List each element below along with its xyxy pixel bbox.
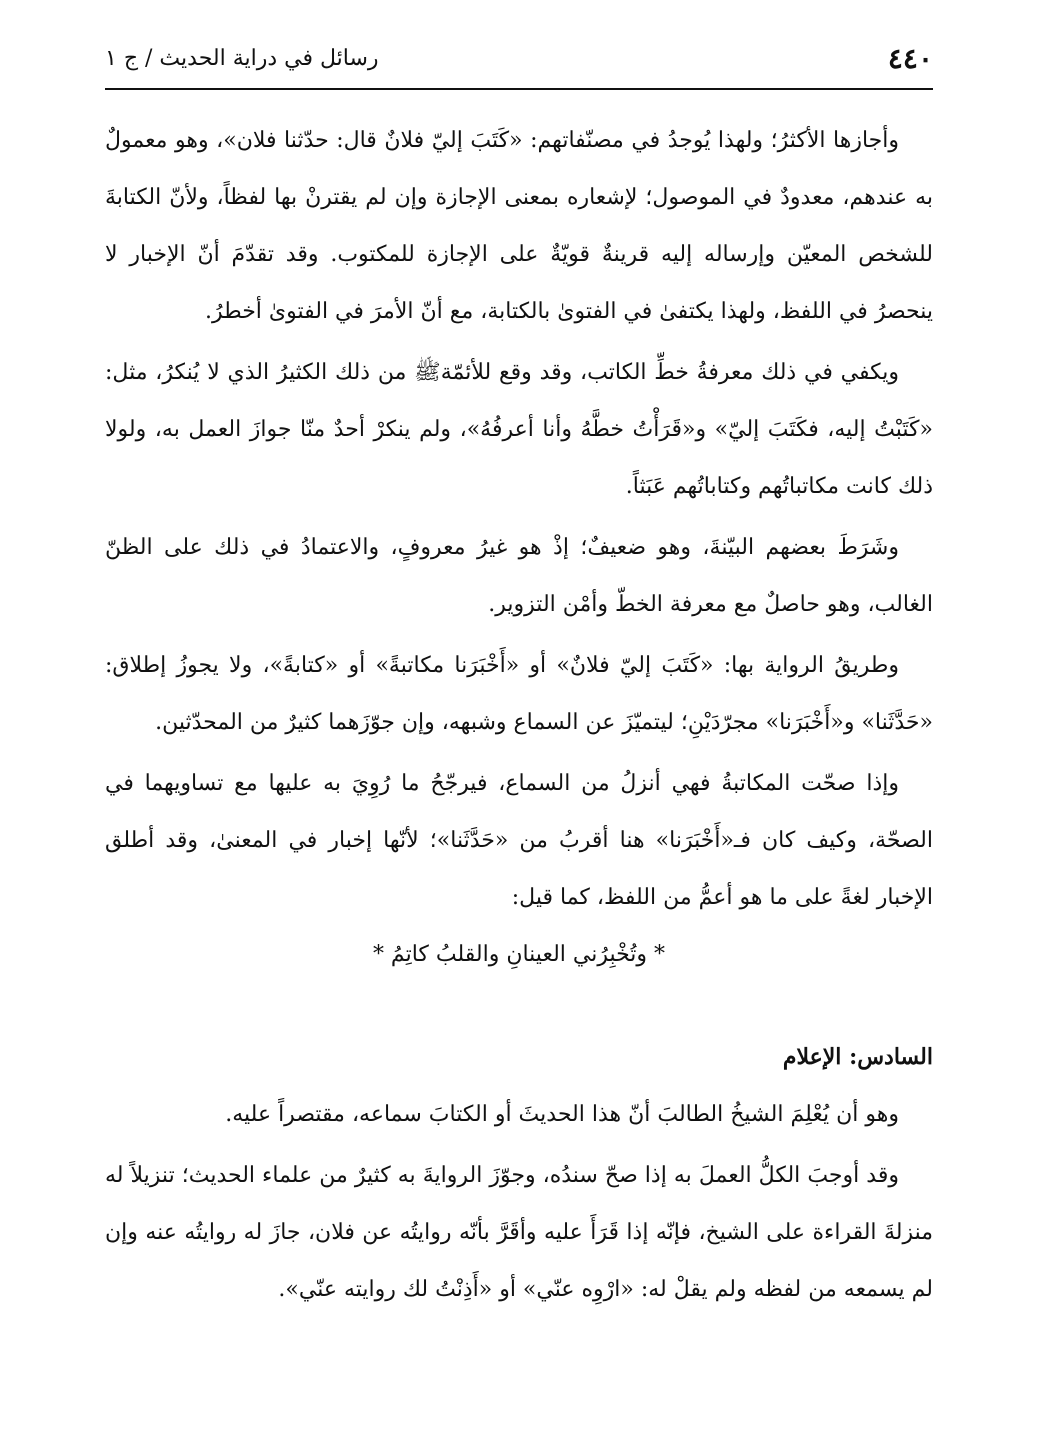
paragraph-4: وطريقُ الرواية بها: «كَتَبَ إليّ فلانٌ» أو «أَخْبَرَنا مكاتبةً» أو «كتابةً»، ولا يجوزُ إطلاق: «حَدَّثَنا» و«أَخْبَرَنا» مجرّدَيْنِ؛ ليتميّزَ عن السماع وشبهه، وإن جوّزَهما كثيرٌ من المحدّثين. bbox=[105, 653, 933, 735]
verse-line: * وتُخْبِرُني العينانِ والقلبُ كاتِمُ * bbox=[372, 942, 666, 967]
paragraph-2: ويكفي في ذلك معرفةُ خطِّ الكاتب، وقد وقع للأئمّةﷺ من ذلك الكثيرُ الذي لا يُنكرُ، مثل: «كَتَبْتُ إليه، فكَتَبَ إليّ» و«قَرَأْتُ خطَّهُ وأنا أعرفُهُ»، ولم ينكرْ أحدٌ منّا جوازَ العمل به، ولولا ذلك كانت مكاتباتُهم وكتاباتُهم عَبَثاً. bbox=[105, 360, 933, 499]
page-header bbox=[105, 40, 933, 90]
section-paragraph-1: وهو أن يُعْلِمَ الشيخُ الطالبَ أنّ هذا الحديثَ أو الكتابَ سماعه، مقتصراً عليه. bbox=[225, 1102, 899, 1127]
page-number: ٤٤٠ bbox=[887, 42, 933, 75]
section-paragraph-2: وقد أوجبَ الكلُّ العملَ به إذا صحّ سندُه، وجوّزَ الروايةَ به كثيرٌ من علماء الحديث؛ تنزيلاً له منزلةَ القراءة على الشيخ، فإنّه إذا قَرَأَ عليه وأقَرَّ بأنّه روايتُه عن فلان، جازَ له روايتُه عنه وإن لم يسمعه من لفظه ولم يقلْ له: «ارْوِه عنّي» أو «أَذِنْتُ لك روايته عنّي». bbox=[105, 1163, 933, 1302]
paragraph-3: وشَرَطَ بعضهم البيّنةَ، وهو ضعيفٌ؛ إذْ هو غيرُ معروفٍ، والاعتمادُ في ذلك على الظنّ الغالب، وهو حاصلٌ مع معرفة الخطّ وأمْن التزوير. bbox=[105, 535, 933, 617]
section-heading: السادس: الإعلام bbox=[782, 1044, 933, 1070]
paragraph-1: وأجازها الأكثرُ؛ ولهذا يُوجدُ في مصنّفاتهم: «كَتَبَ إليّ فلانٌ قال: حدّثنا فلان»، وهو معمولٌ به عندهم، معدودٌ في الموصول؛ لإشعاره بمعنى الإجازة وإن لم يقترنْ بها لفظاً، ولأنّ الكتابةَ للشخص المعيّن وإرساله إليه قرينةٌ قويّةٌ على الإجازة للمكتوب. وقد تقدّمَ أنّ الإخبار لا ينحصرُ في اللفظ، ولهذا يكتفىٰ في الفتوىٰ بالكتابة، مع أنّ الأمرَ في الفتوىٰ أخطرُ. bbox=[105, 128, 933, 324]
paragraph-5: وإذا صحّت المكاتبةُ فهي أنزلُ من السماع، فيرجّحُ ما رُوِيَ به عليها مع تساويهما في الصحّة، وكيف كان فـ«أَخْبَرَنا» هنا أقربُ من «حَدَّثَنا»؛ لأنّها إخبار في المعنىٰ، وقد أطلق الإخبار لغةً على ما هو أعمُّ من اللفظ، كما قيل: bbox=[105, 771, 933, 910]
running-title: رسائل في دراية الحديث / ج ١ bbox=[105, 46, 379, 71]
main-text bbox=[105, 112, 933, 1318]
